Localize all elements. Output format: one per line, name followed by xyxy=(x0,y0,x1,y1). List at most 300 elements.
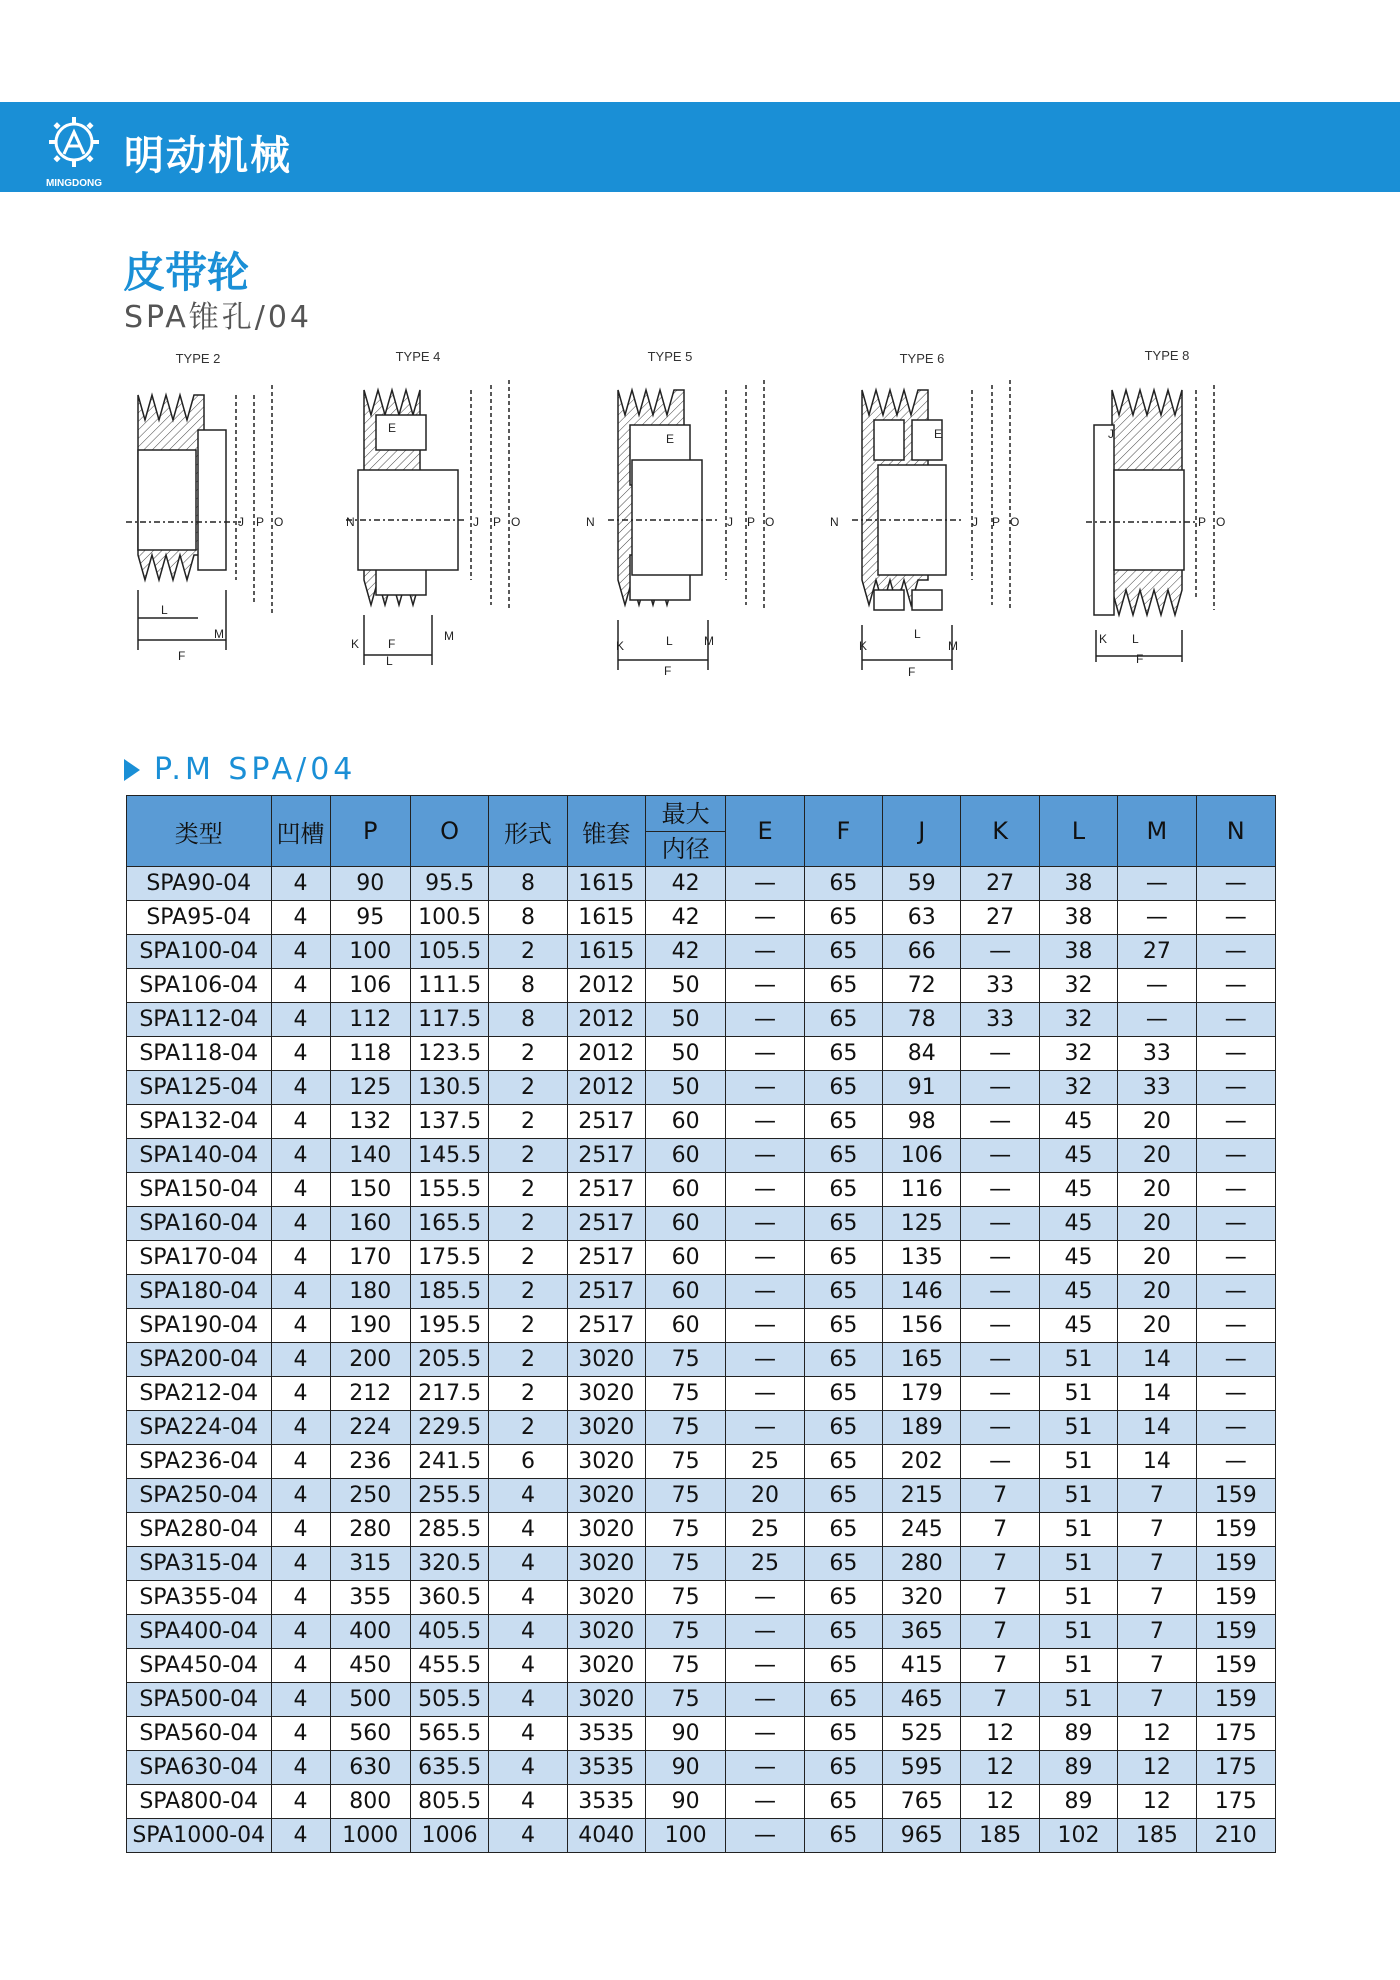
table-cell: — xyxy=(726,901,804,935)
table-cell: 60 xyxy=(645,1173,725,1207)
table-cell: 51 xyxy=(1039,1479,1117,1513)
table-cell: 145.5 xyxy=(410,1139,488,1173)
table-cell: 42 xyxy=(645,901,725,935)
table-cell: 1006 xyxy=(410,1819,488,1853)
table-cell: 7 xyxy=(961,1615,1039,1649)
table-cell: — xyxy=(726,1751,804,1785)
table-cell: — xyxy=(726,1241,804,1275)
table-cell: — xyxy=(726,1003,804,1037)
svg-text:M: M xyxy=(444,629,454,643)
table-cell: 156 xyxy=(883,1309,961,1343)
table-cell: 4 xyxy=(271,1513,330,1547)
table-cell: 75 xyxy=(645,1513,725,1547)
table-cell: — xyxy=(1196,1275,1275,1309)
table-row xyxy=(127,1241,1276,1275)
table-cell: 4 xyxy=(489,1513,567,1547)
table-cell: 7 xyxy=(961,1683,1039,1717)
table-cell: 14 xyxy=(1118,1377,1196,1411)
table-cell: 75 xyxy=(645,1649,725,1683)
table-cell: 4 xyxy=(271,1649,330,1683)
table-cell: — xyxy=(726,935,804,969)
table-row xyxy=(127,1819,1276,1853)
table-cell: 33 xyxy=(1118,1037,1196,1071)
table-cell: 4 xyxy=(489,1717,567,1751)
table-cell: — xyxy=(961,1173,1039,1207)
svg-text:K: K xyxy=(859,639,868,653)
table-cell: 8 xyxy=(489,969,567,1003)
table-cell: 185 xyxy=(1118,1819,1196,1853)
table-cell: 102 xyxy=(1039,1819,1117,1853)
type2-label: TYPE 2 xyxy=(175,351,221,366)
table-cell: 4 xyxy=(271,1547,330,1581)
table-cell: 4 xyxy=(271,867,330,901)
svg-text:M: M xyxy=(704,634,714,648)
table-cell: 4 xyxy=(271,1241,330,1275)
table-cell: 2517 xyxy=(567,1241,645,1275)
table-cell: 236 xyxy=(330,1445,410,1479)
table-cell: 25 xyxy=(726,1445,804,1479)
table-cell: 65 xyxy=(804,1717,882,1751)
table-cell: 42 xyxy=(645,935,725,969)
table-cell: 12 xyxy=(1118,1717,1196,1751)
col-header-max-bore xyxy=(645,796,725,867)
table-cell: 65 xyxy=(804,935,882,969)
table-row xyxy=(127,1173,1276,1207)
table-cell: 65 xyxy=(804,867,882,901)
table-cell: — xyxy=(961,1411,1039,1445)
table-cell: 45 xyxy=(1039,1173,1117,1207)
table-cell: 12 xyxy=(961,1717,1039,1751)
table-cell: 42 xyxy=(645,867,725,901)
table-cell: 229.5 xyxy=(410,1411,488,1445)
table-cell: 60 xyxy=(645,1105,725,1139)
table-cell: — xyxy=(726,1343,804,1377)
table-cell: — xyxy=(961,1275,1039,1309)
table-cell: 185 xyxy=(961,1819,1039,1853)
table-cell: 14 xyxy=(1118,1343,1196,1377)
table-cell: 595 xyxy=(883,1751,961,1785)
table-cell: 65 xyxy=(804,1615,882,1649)
table-cell: — xyxy=(961,1037,1039,1071)
col-header-max: 最大 xyxy=(646,797,725,832)
table-cell: 365 xyxy=(883,1615,961,1649)
table-cell: 20 xyxy=(1118,1309,1196,1343)
table-cell: 106 xyxy=(883,1139,961,1173)
table-cell: — xyxy=(726,1411,804,1445)
table-cell: — xyxy=(1118,1003,1196,1037)
table-cell: 95 xyxy=(330,901,410,935)
table-cell: 2 xyxy=(489,1377,567,1411)
table-cell: 2 xyxy=(489,1343,567,1377)
table-cell: 7 xyxy=(1118,1479,1196,1513)
table-cell: — xyxy=(1118,867,1196,901)
table-cell: 165.5 xyxy=(410,1207,488,1241)
table-cell: SPA212-04 xyxy=(127,1377,272,1411)
table-cell: 2517 xyxy=(567,1275,645,1309)
svg-text:O: O xyxy=(1216,515,1226,529)
table-cell: 132 xyxy=(330,1105,410,1139)
table-cell: 155.5 xyxy=(410,1173,488,1207)
svg-text:F: F xyxy=(1136,652,1144,666)
table-cell: 20 xyxy=(1118,1275,1196,1309)
svg-text:P: P xyxy=(747,515,756,529)
table-row xyxy=(127,1139,1276,1173)
table-cell: 135 xyxy=(883,1241,961,1275)
table-cell: SPA224-04 xyxy=(127,1411,272,1445)
table-cell: — xyxy=(1118,901,1196,935)
brand-name: 明动机械 xyxy=(124,134,292,178)
table-cell: 27 xyxy=(961,901,1039,935)
table-cell: 360.5 xyxy=(410,1581,488,1615)
table-cell: 89 xyxy=(1039,1751,1117,1785)
table-cell: 3020 xyxy=(567,1683,645,1717)
table-cell: 175.5 xyxy=(410,1241,488,1275)
table-cell: — xyxy=(961,1377,1039,1411)
table-cell: 175 xyxy=(1196,1717,1275,1751)
table-cell: — xyxy=(1196,1037,1275,1071)
table-cell: 118 xyxy=(330,1037,410,1071)
section-heading xyxy=(124,752,356,787)
table-cell: 405.5 xyxy=(410,1615,488,1649)
table-cell: 2517 xyxy=(567,1309,645,1343)
table-cell: 91 xyxy=(883,1071,961,1105)
table-cell: 2517 xyxy=(567,1207,645,1241)
table-cell: — xyxy=(961,1105,1039,1139)
table-cell: 51 xyxy=(1039,1513,1117,1547)
svg-text:M: M xyxy=(948,639,958,653)
table-cell: 75 xyxy=(645,1411,725,1445)
svg-text:L: L xyxy=(161,603,168,617)
table-cell: — xyxy=(1196,1377,1275,1411)
type5-label: TYPE 5 xyxy=(647,349,693,364)
table-cell: 65 xyxy=(804,1071,882,1105)
table-cell: 7 xyxy=(1118,1649,1196,1683)
table-cell: 4040 xyxy=(567,1819,645,1853)
table-cell: SPA112-04 xyxy=(127,1003,272,1037)
table-cell: 45 xyxy=(1039,1139,1117,1173)
table-cell: 65 xyxy=(804,1547,882,1581)
table-cell: 765 xyxy=(883,1785,961,1819)
col-header-f: F xyxy=(804,796,882,867)
table-cell: 280 xyxy=(883,1547,961,1581)
table-cell: — xyxy=(726,1139,804,1173)
svg-text:P: P xyxy=(1198,515,1207,529)
table-cell: 50 xyxy=(645,969,725,1003)
table-cell: 159 xyxy=(1196,1649,1275,1683)
table-cell: SPA800-04 xyxy=(127,1785,272,1819)
table-row xyxy=(127,935,1276,969)
table-cell: 4 xyxy=(271,1003,330,1037)
table-cell: 63 xyxy=(883,901,961,935)
table-cell: 90 xyxy=(330,867,410,901)
svg-text:O: O xyxy=(765,515,775,529)
table-cell: 38 xyxy=(1039,935,1117,969)
table-cell: 4 xyxy=(271,1037,330,1071)
table-cell: — xyxy=(961,1343,1039,1377)
table-row xyxy=(127,1207,1276,1241)
table-cell: 65 xyxy=(804,1377,882,1411)
table-cell: 2517 xyxy=(567,1173,645,1207)
table-cell: 800 xyxy=(330,1785,410,1819)
table-cell: 20 xyxy=(1118,1105,1196,1139)
table-cell: 123.5 xyxy=(410,1037,488,1071)
table-cell: 33 xyxy=(961,969,1039,1003)
table-cell: 4 xyxy=(271,1615,330,1649)
table-cell: 3020 xyxy=(567,1445,645,1479)
table-cell: SPA560-04 xyxy=(127,1717,272,1751)
col-header-bore: 内径 xyxy=(661,834,710,863)
svg-text:P: P xyxy=(256,515,265,529)
table-row xyxy=(127,1649,1276,1683)
table-row xyxy=(127,1275,1276,1309)
table-cell: 2 xyxy=(489,1309,567,1343)
table-cell: 20 xyxy=(1118,1207,1196,1241)
table-cell: — xyxy=(1118,969,1196,1003)
table-cell: 51 xyxy=(1039,1411,1117,1445)
table-cell: — xyxy=(726,1207,804,1241)
table-cell: 75 xyxy=(645,1581,725,1615)
table-cell: 65 xyxy=(804,1241,882,1275)
table-cell: 159 xyxy=(1196,1581,1275,1615)
table-cell: 20 xyxy=(726,1479,804,1513)
table-cell: 4 xyxy=(489,1785,567,1819)
table-cell: 565.5 xyxy=(410,1717,488,1751)
table-cell: 32 xyxy=(1039,1003,1117,1037)
table-cell: 4 xyxy=(271,1717,330,1751)
table-cell: 65 xyxy=(804,1683,882,1717)
table-cell: 505.5 xyxy=(410,1683,488,1717)
table-cell: 116 xyxy=(883,1173,961,1207)
table-cell: 65 xyxy=(804,1037,882,1071)
table-cell: 630 xyxy=(330,1751,410,1785)
table-cell: 51 xyxy=(1039,1615,1117,1649)
svg-text:F: F xyxy=(664,664,672,678)
table-cell: — xyxy=(726,1105,804,1139)
table-cell: 3020 xyxy=(567,1479,645,1513)
table-cell: 4 xyxy=(271,1071,330,1105)
table-cell: SPA630-04 xyxy=(127,1751,272,1785)
table-cell: 8 xyxy=(489,867,567,901)
svg-text:E: E xyxy=(934,427,943,441)
table-cell: 455.5 xyxy=(410,1649,488,1683)
mingdong-logo xyxy=(34,112,114,190)
table-cell: 215 xyxy=(883,1479,961,1513)
table-cell: 130.5 xyxy=(410,1071,488,1105)
table-cell: SPA118-04 xyxy=(127,1037,272,1071)
table-cell: 125 xyxy=(883,1207,961,1241)
table-cell: 320.5 xyxy=(410,1547,488,1581)
table-cell: 100 xyxy=(645,1819,725,1853)
table-cell: — xyxy=(1196,1173,1275,1207)
table-cell: — xyxy=(726,1581,804,1615)
table-cell: SPA180-04 xyxy=(127,1275,272,1309)
table-cell: 146 xyxy=(883,1275,961,1309)
type5-drawing xyxy=(608,380,764,670)
table-cell: 7 xyxy=(1118,1513,1196,1547)
table-cell: 245 xyxy=(883,1513,961,1547)
table-cell: — xyxy=(1196,1241,1275,1275)
table-cell: 3020 xyxy=(567,1513,645,1547)
table-cell: 20 xyxy=(1118,1173,1196,1207)
table-cell: 75 xyxy=(645,1343,725,1377)
table-cell: 2 xyxy=(489,935,567,969)
table-cell: 112 xyxy=(330,1003,410,1037)
table-cell: 7 xyxy=(961,1513,1039,1547)
table-cell: 65 xyxy=(804,1513,882,1547)
logo-text: MINGDONG xyxy=(45,178,103,189)
table-row xyxy=(127,1037,1276,1071)
table-cell: 7 xyxy=(1118,1547,1196,1581)
type4-drawing xyxy=(346,380,509,665)
table-cell: SPA95-04 xyxy=(127,901,272,935)
table-cell: 60 xyxy=(645,1275,725,1309)
table-cell: 50 xyxy=(645,1071,725,1105)
table-cell: 12 xyxy=(1118,1785,1196,1819)
svg-text:J: J xyxy=(1108,427,1114,441)
table-cell: SPA190-04 xyxy=(127,1309,272,1343)
table-cell: 4 xyxy=(271,935,330,969)
table-cell: 525 xyxy=(883,1717,961,1751)
table-row xyxy=(127,1785,1276,1819)
svg-text:E: E xyxy=(388,421,397,435)
table-cell: 3535 xyxy=(567,1751,645,1785)
table-cell: — xyxy=(1196,935,1275,969)
svg-text:F: F xyxy=(908,665,916,679)
table-cell: 90 xyxy=(645,1785,725,1819)
table-cell: 4 xyxy=(271,1785,330,1819)
table-cell: 500 xyxy=(330,1683,410,1717)
table-cell: 140 xyxy=(330,1139,410,1173)
type6-drawing xyxy=(852,380,1010,670)
table-cell: 65 xyxy=(804,1139,882,1173)
table-cell: 7 xyxy=(961,1479,1039,1513)
table-cell: SPA200-04 xyxy=(127,1343,272,1377)
table-cell: 14 xyxy=(1118,1411,1196,1445)
table-cell: — xyxy=(726,867,804,901)
table-cell: 2012 xyxy=(567,1003,645,1037)
table-cell: 8 xyxy=(489,1003,567,1037)
table-cell: 4 xyxy=(271,1309,330,1343)
table-cell: 2 xyxy=(489,1411,567,1445)
table-cell: 4 xyxy=(489,1683,567,1717)
table-cell: 32 xyxy=(1039,1037,1117,1071)
table-cell: SPA1000-04 xyxy=(127,1819,272,1853)
col-header-grooves: 凹槽 xyxy=(271,796,330,867)
table-cell: 4 xyxy=(271,1751,330,1785)
table-cell: — xyxy=(726,1377,804,1411)
table-cell: 635.5 xyxy=(410,1751,488,1785)
table-cell: 4 xyxy=(489,1547,567,1581)
table-cell: 224 xyxy=(330,1411,410,1445)
table-cell: 255.5 xyxy=(410,1479,488,1513)
col-header-o: O xyxy=(410,796,488,867)
table-cell: 3020 xyxy=(567,1649,645,1683)
table-cell: 14 xyxy=(1118,1445,1196,1479)
table-cell: SPA170-04 xyxy=(127,1241,272,1275)
table-cell: 84 xyxy=(883,1037,961,1071)
table-cell: — xyxy=(1196,1445,1275,1479)
table-cell: 250 xyxy=(330,1479,410,1513)
table-cell: 2 xyxy=(489,1139,567,1173)
table-cell: SPA280-04 xyxy=(127,1513,272,1547)
table-cell: 38 xyxy=(1039,901,1117,935)
table-cell: 175 xyxy=(1196,1785,1275,1819)
table-cell: 3020 xyxy=(567,1615,645,1649)
table-cell: 3020 xyxy=(567,1343,645,1377)
table-cell: SPA450-04 xyxy=(127,1649,272,1683)
table-row xyxy=(127,1683,1276,1717)
table-cell: 159 xyxy=(1196,1683,1275,1717)
table-cell: 4 xyxy=(489,1751,567,1785)
table-cell: 137.5 xyxy=(410,1105,488,1139)
table-row xyxy=(127,1479,1276,1513)
table-cell: 45 xyxy=(1039,1207,1117,1241)
svg-text:N: N xyxy=(830,515,839,529)
table-cell: 185.5 xyxy=(410,1275,488,1309)
table-cell: 65 xyxy=(804,1207,882,1241)
table-cell: 202 xyxy=(883,1445,961,1479)
table-cell: 51 xyxy=(1039,1445,1117,1479)
table-cell: 111.5 xyxy=(410,969,488,1003)
table-cell: — xyxy=(1196,1003,1275,1037)
table-cell: 89 xyxy=(1039,1785,1117,1819)
table-cell: — xyxy=(726,1173,804,1207)
table-cell: 159 xyxy=(1196,1479,1275,1513)
table-cell: 65 xyxy=(804,1479,882,1513)
table-cell: — xyxy=(726,1071,804,1105)
table-cell: 159 xyxy=(1196,1547,1275,1581)
table-cell: 285.5 xyxy=(410,1513,488,1547)
table-cell: — xyxy=(726,1683,804,1717)
table-cell: — xyxy=(1196,1309,1275,1343)
table-cell: 65 xyxy=(804,1581,882,1615)
table-cell: 4 xyxy=(489,1819,567,1853)
table-cell: 4 xyxy=(271,1343,330,1377)
table-cell: 2 xyxy=(489,1105,567,1139)
table-cell: SPA90-04 xyxy=(127,867,272,901)
svg-text:F: F xyxy=(388,637,396,651)
col-header-e: E xyxy=(726,796,804,867)
table-cell: 8 xyxy=(489,901,567,935)
table-cell: SPA125-04 xyxy=(127,1071,272,1105)
table-cell: — xyxy=(1196,1071,1275,1105)
table-row xyxy=(127,1751,1276,1785)
table-cell: — xyxy=(726,1615,804,1649)
table-cell: 12 xyxy=(961,1751,1039,1785)
table-cell: 195.5 xyxy=(410,1309,488,1343)
table-cell: 60 xyxy=(645,1207,725,1241)
table-cell: 2 xyxy=(489,1207,567,1241)
table-cell: 72 xyxy=(883,969,961,1003)
table-row xyxy=(127,867,1276,901)
table-row xyxy=(127,1445,1276,1479)
table-cell: 105.5 xyxy=(410,935,488,969)
table-row xyxy=(127,1343,1276,1377)
table-row xyxy=(127,1581,1276,1615)
table-cell: 4 xyxy=(271,1207,330,1241)
table-cell: 20 xyxy=(1118,1139,1196,1173)
svg-text:P: P xyxy=(493,515,502,529)
table-cell: — xyxy=(726,1037,804,1071)
table-cell: SPA400-04 xyxy=(127,1615,272,1649)
table-cell: — xyxy=(726,1785,804,1819)
table-cell: 7 xyxy=(1118,1683,1196,1717)
table-cell: 7 xyxy=(961,1547,1039,1581)
table-cell: SPA500-04 xyxy=(127,1683,272,1717)
section-label: P.M SPA/04 xyxy=(154,752,357,787)
table-cell: — xyxy=(726,969,804,1003)
table-cell: SPA140-04 xyxy=(127,1139,272,1173)
